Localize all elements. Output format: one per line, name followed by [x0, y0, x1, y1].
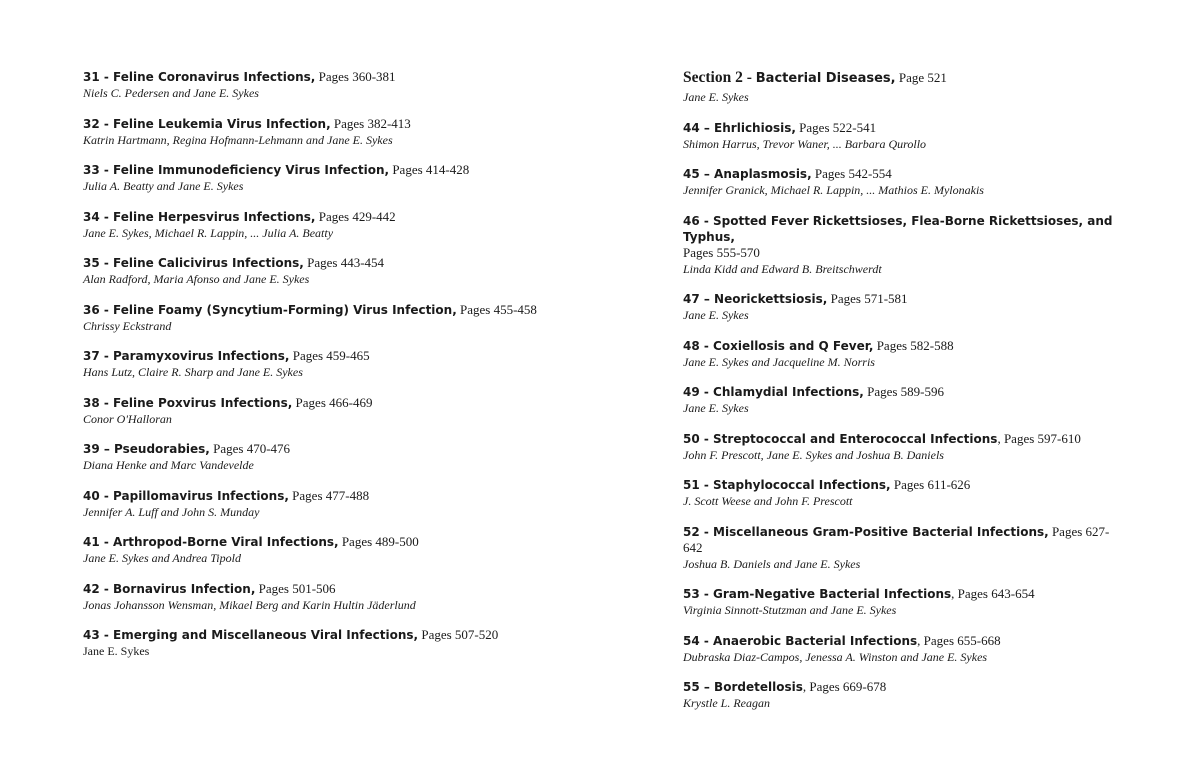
chapter-authors: Shimon Harrus, Trevor Waner, ... Barbara Qurollo [683, 136, 927, 151]
chapter-title: 52 - Miscellaneous Gram-Positive Bacterial Infections, [683, 524, 1049, 539]
chapter-authors: Jane E. Sykes [683, 401, 749, 415]
right-column [683, 68, 1123, 726]
chapter-authors: Jane E. Sykes [83, 644, 150, 658]
chapter-pages: Pages 627-642 [683, 523, 1110, 555]
chapter-title: 47 – Neorickettsiosis, [683, 292, 828, 306]
chapter-pages: Pages 507-520 [418, 627, 499, 642]
chapter-title: 31 - Feline Coronavirus Infections, [83, 70, 316, 84]
section-name: Bacterial Diseases, [755, 71, 896, 86]
toc-entry-47 [683, 291, 1123, 323]
chapter-title: 44 – Ehrlichiosis, [683, 120, 796, 135]
chapter-title: 38 - Feline Poxvirus Infections, [83, 395, 293, 410]
chapter-authors: J. Scott Weese and John F. Prescott [683, 494, 853, 508]
chapter-pages: Pages 542-554 [811, 166, 892, 181]
chapter-authors: Jane E. Sykes and Jacqueline M. Norris [683, 354, 875, 369]
toc-entry-42 [83, 581, 603, 613]
chapter-pages: Pages 360-381 [315, 69, 396, 84]
toc-entry-49 [683, 384, 1123, 416]
chapter-title: 45 – Anaplasmosis, [683, 167, 812, 181]
toc-entry-36 [83, 302, 603, 334]
chapter-title: 36 - Feline Foamy (Syncytium-Forming) Virus Infection, [83, 302, 457, 317]
toc-entry-50 [683, 431, 1123, 463]
chapter-pages: , Pages 643-654 [951, 586, 1035, 601]
chapter-title: 33 - Feline Immunodeficiency Virus Infection, [83, 163, 390, 177]
chapter-authors: Jane E. Sykes and Andrea Tipold [83, 551, 241, 565]
chapter-title: 32 - Feline Leukemia Virus Infection, [83, 116, 331, 131]
toc-entry-51 [683, 477, 1123, 509]
chapter-pages: Pages 429-442 [315, 208, 396, 224]
chapter-pages: Pages 501-506 [255, 580, 336, 596]
chapter-authors: Krystle L. Reagan [683, 696, 770, 710]
chapter-authors: Conor O'Halloran [83, 411, 172, 426]
toc-entry-43 [83, 627, 603, 659]
chapter-title: 54 - Anaerobic Bacterial Infections [683, 633, 918, 648]
chapter-authors: Jonas Johansson Wensman, Mikael Berg and Karin Hultin Jäderlund [83, 597, 416, 612]
chapter-pages: , Pages 597-610 [997, 430, 1081, 446]
toc-entry-39 [83, 441, 603, 473]
chapter-title: 46 - Spotted Fever Rickettsioses, Flea-Borne Rickettsioses, and Typhus, [683, 213, 1113, 244]
chapter-title: 50 - Streptococcal and Enterococcal Infections [683, 431, 998, 446]
section-label: Section 2 - [683, 69, 756, 86]
chapter-title: 37 - Paramyxovirus Infections, [83, 349, 290, 363]
chapter-authors: Chrissy Eckstrand [83, 318, 172, 333]
chapter-title: 49 - Chlamydial Infections, [683, 385, 864, 399]
chapter-pages: Pages 571-581 [827, 291, 908, 306]
chapter-title: 51 - Staphylococcal Infections, [683, 478, 891, 492]
toc-entry-31 [83, 69, 603, 101]
section-authors: Jane E. Sykes [683, 90, 749, 104]
toc-entry-40 [83, 488, 603, 520]
chapter-title: 35 - Feline Calicivirus Infections, [83, 256, 304, 270]
toc-entry-37 [83, 348, 603, 380]
toc-entry-54 [683, 633, 1123, 665]
toc-entry-35 [83, 255, 603, 287]
chapter-pages: , Pages 655-668 [917, 632, 1001, 648]
chapter-authors: Jane E. Sykes [683, 308, 749, 322]
toc-entry-32 [83, 116, 603, 148]
chapter-authors: Julia A. Beatty and Jane E. Sykes [83, 179, 244, 193]
chapter-pages: Pages 470-476 [209, 441, 291, 456]
toc-entry-53 [683, 586, 1123, 618]
toc-entry-34 [83, 209, 603, 241]
chapter-authors: Jennifer A. Luff and John S. Munday [83, 504, 260, 519]
chapter-title: 55 – Bordetellosis [683, 680, 803, 694]
chapter-title: 40 - Papillomavirus Infections, [83, 488, 289, 503]
chapter-authors: Joshua B. Daniels and Jane E. Sykes [683, 556, 861, 571]
chapter-authors: Katrin Hartmann, Regina Hofmann-Lehmann and Jane E. Sykes [83, 132, 393, 147]
chapter-authors: Jane E. Sykes, Michael R. Lappin, ... Julia A. Beatty [83, 225, 334, 240]
chapter-pages: Pages 582-588 [873, 337, 954, 353]
chapter-title: 39 – Pseudorabies, [83, 442, 210, 456]
toc-entry-44 [683, 120, 1123, 152]
chapter-authors: Jennifer Granick, Michael R. Lappin, ... Mathios E. Mylonakis [683, 183, 984, 197]
chapter-pages: Pages 414-428 [389, 162, 470, 177]
toc-entry-38 [83, 395, 603, 427]
section-pages: Page 521 [895, 70, 947, 85]
toc-entry-48 [683, 338, 1123, 370]
chapter-authors: Diana Henke and Marc Vandevelde [83, 458, 254, 472]
left-column [83, 68, 603, 674]
chapter-title: 48 - Coxiellosis and Q Fever, [683, 338, 874, 353]
chapter-authors: Virginia Sinnott-Stutzman and Jane E. Sykes [683, 603, 897, 617]
toc-entry-45 [683, 166, 1123, 198]
chapter-authors: Niels C. Pedersen and Jane E. Sykes [83, 86, 259, 100]
chapter-authors: Hans Lutz, Claire R. Sharp and Jane E. Sykes [83, 365, 303, 379]
chapter-pages: , Pages 669-678 [802, 679, 887, 694]
chapter-authors: Dubraska Diaz-Campos, Jenessa A. Winston and Jane E. Sykes [683, 649, 988, 664]
chapter-pages: Pages 477-488 [288, 487, 370, 503]
chapter-pages: Pages 611-626 [890, 477, 971, 492]
toc-entry-52 [683, 524, 1123, 572]
chapter-title: 34 - Feline Herpesvirus Infections, [83, 209, 316, 224]
section-heading [683, 68, 1123, 105]
chapter-authors: Linda Kidd and Edward B. Breitschwerdt [683, 261, 882, 276]
toc-entry-55 [683, 679, 1123, 711]
chapter-title: 53 - Gram-Negative Bacterial Infections [683, 587, 952, 601]
chapter-pages: Pages 382-413 [330, 115, 411, 131]
chapter-pages: Pages 555-570 [683, 244, 760, 260]
toc-entry-46 [683, 213, 1123, 277]
chapter-pages: Pages 455-458 [456, 301, 537, 317]
chapter-pages: Pages 589-596 [863, 384, 945, 399]
chapter-title: 42 - Bornavirus Infection, [83, 581, 256, 596]
chapter-authors: Alan Radford, Maria Afonso and Jane E. Sykes [83, 272, 310, 286]
chapter-title: 41 - Arthropod-Borne Viral Infections, [83, 535, 339, 549]
chapter-pages: Pages 522-541 [795, 119, 877, 135]
chapter-pages: Pages 459-465 [289, 348, 370, 363]
toc-entry-33 [83, 162, 603, 194]
chapter-pages: Pages 466-469 [292, 394, 373, 410]
chapter-title: 43 - Emerging and Miscellaneous Viral Infections, [83, 628, 419, 642]
chapter-pages: Pages 489-500 [338, 534, 419, 549]
toc-entry-41 [83, 534, 603, 566]
chapter-pages: Pages 443-454 [303, 255, 385, 270]
chapter-authors: John F. Prescott, Jane E. Sykes and Joshua B. Daniels [683, 447, 944, 462]
